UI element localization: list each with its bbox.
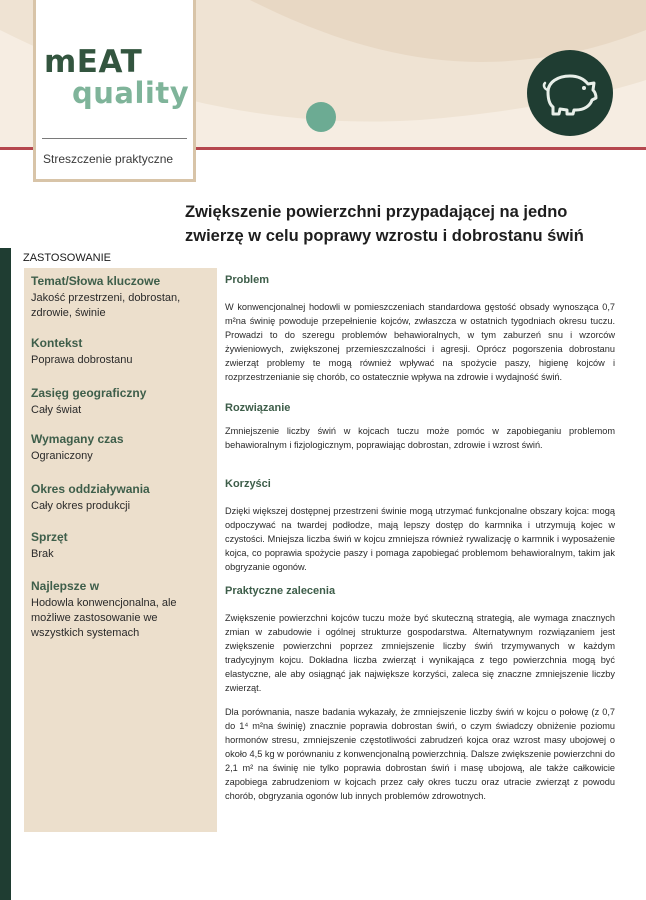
- sidebar-heading: Temat/Słowa kluczowe: [31, 274, 161, 288]
- sidebar-value: Brak: [31, 548, 54, 560]
- sidebar-item-impact-period: [31, 482, 211, 514]
- logo-box: [33, 0, 196, 182]
- sidebar-value: Cały świat: [31, 404, 82, 416]
- sidebar-item-time: [31, 432, 211, 464]
- pig-icon: [540, 70, 600, 116]
- section-paragraph: Zwiększenie powierzchni kojców tuczu może być skuteczną strategią, ale wymaga znacznych zmian w zabudowie i ogólnej strukturze gospodarstwa. Alternatywnym rozwiązaniem jest zwiększenie powierzchni poprzez zmniejszenie liczby świń trzymywanych w każdym tradycyjnym kojcu. Dokładna liczba zwierząt i wynikająca z tego powierzchnia mogą być elastyczne, ale aby osiągnąć jak największe korzyści, zaleca się znaczne zmniejszenie liczby zwierząt.: [225, 613, 615, 693]
- sidebar-heading: Kontekst: [31, 336, 83, 350]
- section-paragraph: Zmniejszenie liczby świń w kojcach tuczu może pomóc w zapobieganiu problemom behawioralnym i fizjologicznym, poprawiając dobrostan, zdrowie i wzrost świń.: [225, 426, 615, 450]
- sidebar-heading: Najlepsze w: [31, 579, 100, 593]
- green-dot-decoration: [306, 102, 336, 132]
- section-heading: Korzyści: [225, 478, 271, 490]
- pig-badge: [527, 50, 613, 136]
- sidebar-value: Hodowla konwencjonalna, ale możliwe zastosowanie we wszystkich systemach: [31, 597, 177, 639]
- sidebar-heading: Zasięg geograficzny: [31, 386, 147, 400]
- section-heading: Praktyczne zalecenia: [225, 585, 336, 597]
- page-title: Zwiększenie powierzchni przypadającej na jedno zwierzę w celu poprawy wzrostu i dobrostanu świń: [185, 203, 584, 245]
- sidebar-heading: Wymagany czas: [31, 432, 124, 446]
- sidebar-value: Cały okres produkcji: [31, 500, 131, 512]
- sidebar: [24, 268, 217, 832]
- sidebar-item-context: [31, 336, 211, 368]
- logo-divider: [42, 138, 187, 139]
- section-solution: [225, 402, 615, 452]
- sidebar-item-keywords: [31, 274, 211, 321]
- sidebar-item-geography: [31, 386, 211, 418]
- sidebar-value: Jakość przestrzeni, dobrostan, zdrowie, świnie: [31, 292, 181, 319]
- section-problem: [225, 274, 615, 384]
- logo-text-meat: mEAT: [44, 44, 143, 80]
- section-paragraph: Dzięki większej dostępnej przestrzeni świnie mogą utrzymać funkcjonalne obszary kojca: mogą odpoczywać na twardej podłodze, mają lepszy dostęp do karmnika i utrzymują kojec w czystości. Mniejsza liczba świń w kojcu zmniejsza również rywalizację o karmnik i wyposażenie kojca, co poprawia spożycie paszy i pomaga zapobiegać problemom behawioralnym, takim jak obgryzanie ogonów.: [225, 506, 615, 572]
- document-type-label: Streszczenie praktyczne: [43, 152, 174, 166]
- section-paragraph: W konwencjonalnej hodowli w pomieszczeniach standardowa gęstość obsady wynosząca 0,7 m²na świnię powoduje przepełnienie kojców, zwłaszcza w ostatnich tygodniach okresu tuczu. Prowadzi to do szeregu problemów behawioralnych, w tym zaburzeń snu i wzorców żywieniowych, zwiększonej przemieszczalności i agresji. Oprócz pogorszenia dobrostanu zwierząt problemy te mogą również wpływać na spożycie paszy, higienę kojców i rozprzestrzenianie się chorób, co ostatecznie wpływa na zdrowie i wydajność świń.: [225, 302, 615, 382]
- sidebar-value: Ograniczony: [31, 450, 93, 462]
- sidebar-item-equipment: [31, 530, 211, 562]
- section-heading: Problem: [225, 274, 270, 286]
- section-paragraph: Dla porównania, nasze badania wykazały, że zmniejszenie liczby świń w kojcu o połowę (z 0,7 do 1⁴ m²na świnię) znacznie poprawia dobrostan świń, o czym świadczy obniżenie poziomu hormonów stresu, zmniejszenie częstotliwości zabrudzeń kojca oraz wzrost masy ubojowej o około 4,5 kg w porównaniu z konwencjonalną powierzchnią. Dalsze zwiększenie powierzchni do 2,1 m² na świnię nie tylko poprawia dobrostan świń i masę ubojową, ale także całkowicie zapobiega zabrudzeniom w kojcach przez cały okres tuczu oraz utracie zwierząt z powodu chorób, obgryzania ogonów lub innych problemów zdrowotnych.: [225, 707, 615, 801]
- sidebar-item-best-for: [31, 579, 211, 641]
- sidebar-value: Poprawa dobrostanu: [31, 354, 133, 366]
- sidebar-heading: Okres oddziaływania: [31, 482, 150, 496]
- section-benefits: [225, 478, 615, 574]
- section-recommendations: [225, 585, 615, 803]
- logo-text-quality: quality: [72, 76, 190, 110]
- sidebar-heading: Sprzęt: [31, 530, 68, 544]
- left-accent-bar: [0, 248, 11, 900]
- sidebar-label: ZASTOSOWANIE: [23, 252, 112, 264]
- section-heading: Rozwiązanie: [225, 402, 291, 414]
